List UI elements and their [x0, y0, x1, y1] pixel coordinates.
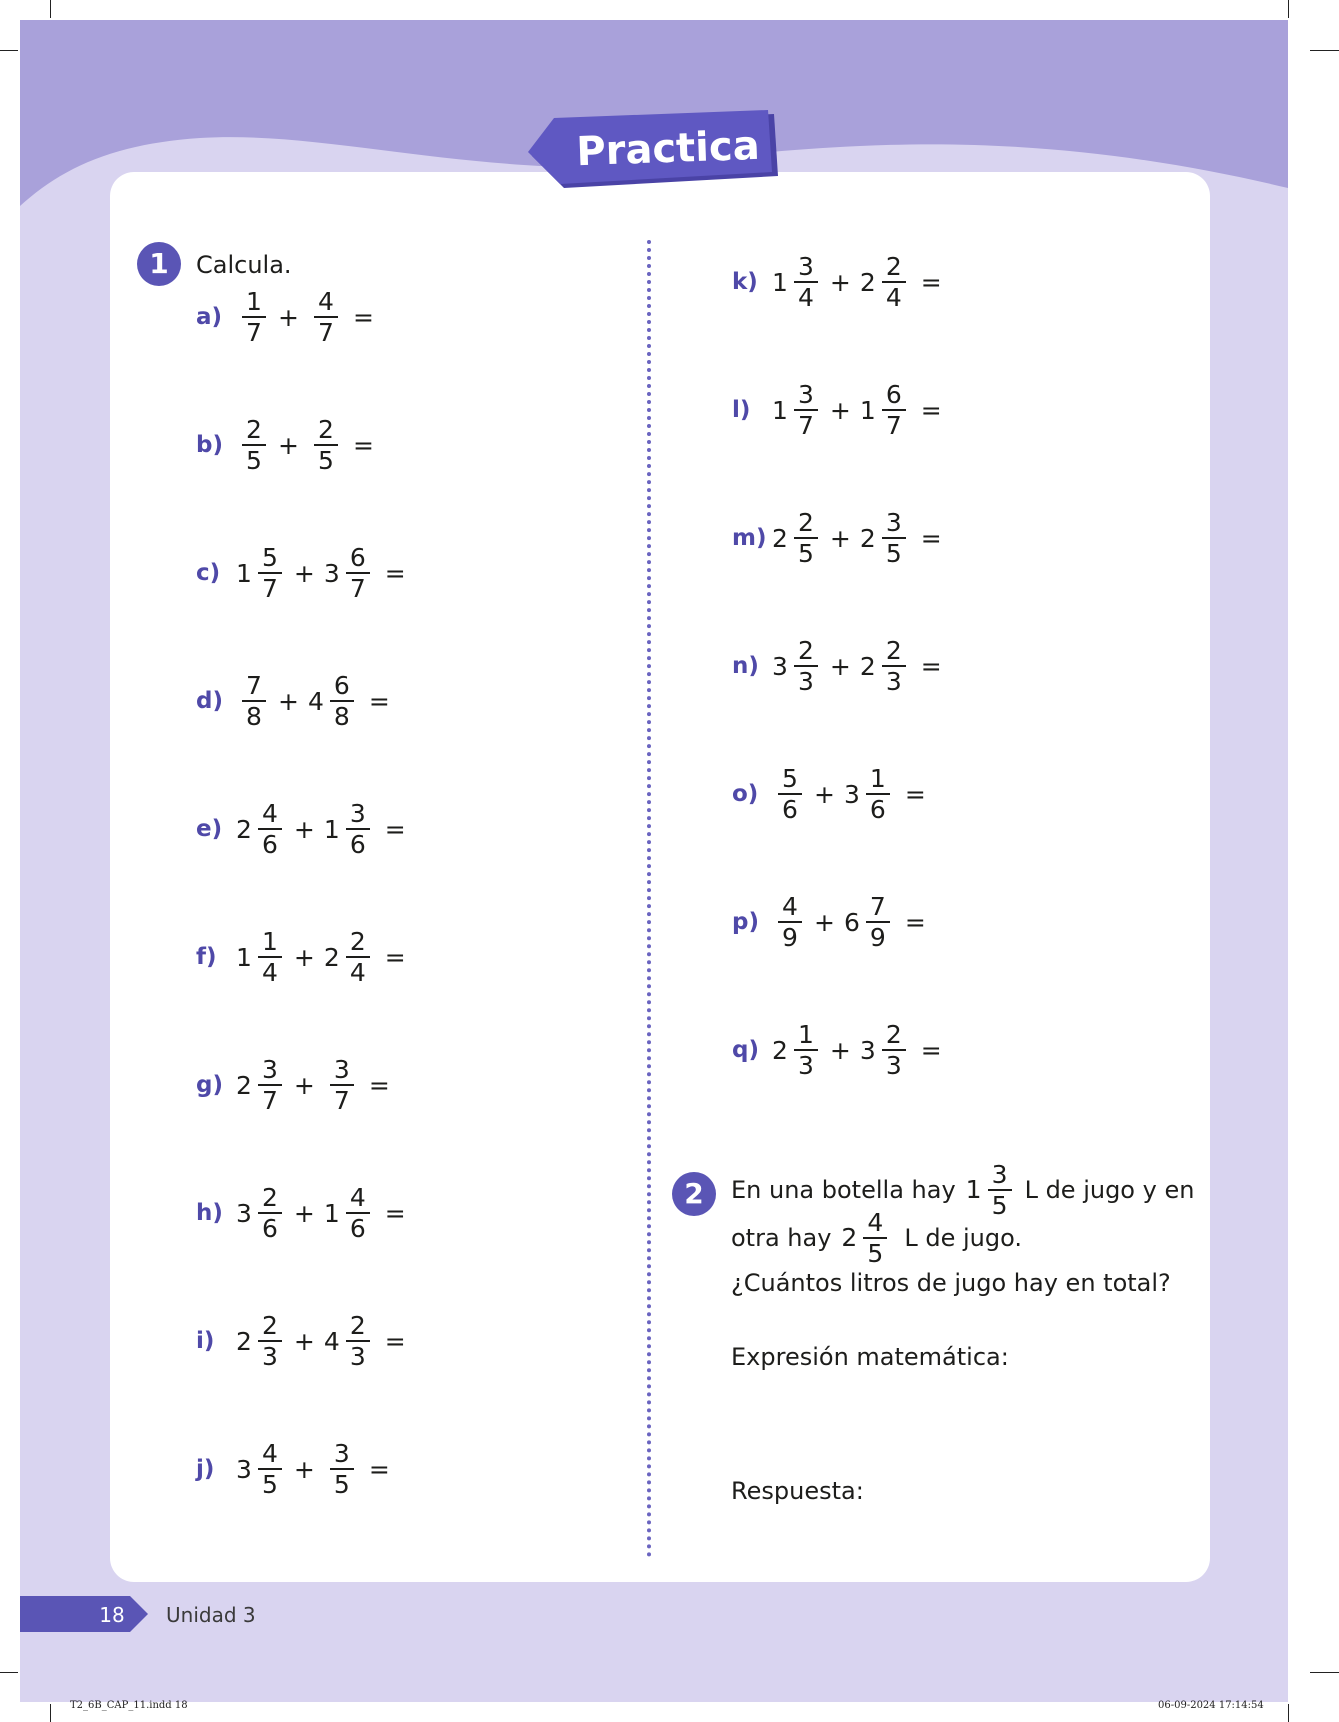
whole-part: 3	[236, 1454, 252, 1484]
fraction	[794, 636, 818, 696]
equals-sign: =	[368, 1070, 390, 1100]
fraction	[258, 1055, 282, 1115]
page-title: Practica	[575, 122, 761, 176]
numerator: 2	[797, 636, 814, 665]
numerator: 6	[885, 380, 902, 409]
equals-sign: =	[384, 814, 406, 844]
numerator: 4	[261, 799, 278, 828]
mixed-number	[308, 671, 357, 731]
exercise-item	[196, 922, 406, 992]
exercise-item	[196, 1050, 390, 1120]
denominator: 5	[885, 539, 902, 568]
item-label: f)	[196, 944, 217, 970]
item-label: k)	[732, 269, 758, 295]
whole-part: 2	[841, 1223, 858, 1252]
denominator: 6	[261, 830, 278, 859]
whole-part: 2	[236, 1070, 252, 1100]
numerator: 3	[261, 1055, 278, 1084]
numerator: 2	[261, 1183, 278, 1212]
denominator: 4	[797, 283, 814, 312]
numerator: 2	[885, 252, 902, 281]
denominator: 6	[349, 1214, 366, 1243]
problem-text: En una botella hay	[731, 1176, 956, 1204]
whole-part: 2	[859, 267, 876, 297]
item-label: n)	[732, 653, 759, 679]
equals-sign: =	[384, 942, 406, 972]
item-label: e)	[196, 816, 223, 842]
column-divider	[647, 240, 651, 1558]
problem-question: ¿Cuántos litros de jugo hay en total?	[731, 1269, 1171, 1297]
numerator: 1	[869, 764, 886, 793]
numerator: 7	[869, 892, 886, 921]
mixed-number	[324, 1055, 357, 1115]
denominator: 5	[797, 539, 814, 568]
equals-sign: =	[384, 1326, 406, 1356]
fraction	[882, 380, 906, 440]
fraction	[258, 1183, 282, 1243]
fraction	[778, 892, 802, 952]
fraction	[314, 415, 338, 475]
exercise-number-badge: 1	[137, 242, 181, 286]
numerator: 6	[333, 671, 350, 700]
fraction	[882, 1020, 906, 1080]
numerator: 7	[246, 671, 262, 700]
whole-part: 2	[859, 523, 876, 553]
fraction	[863, 1208, 887, 1268]
mixed-number	[844, 892, 893, 952]
denominator: 5	[867, 1239, 884, 1268]
crop-mark	[0, 1672, 18, 1673]
denominator: 7	[261, 1086, 278, 1115]
denominator: 3	[797, 1051, 814, 1080]
item-label: q)	[732, 1037, 759, 1063]
whole-part: 2	[772, 1035, 788, 1065]
equals-sign: =	[904, 779, 926, 809]
fraction	[242, 287, 266, 347]
whole-part: 1	[323, 1198, 340, 1228]
equals-sign: =	[384, 1198, 406, 1228]
denominator: 5	[246, 446, 262, 475]
plus-sign: +	[293, 1198, 315, 1228]
item-label: g)	[196, 1072, 223, 1098]
mixed-number	[236, 1055, 285, 1115]
equals-sign: =	[920, 395, 942, 425]
plus-sign: +	[278, 686, 299, 716]
denominator: 3	[261, 1342, 278, 1371]
mixed-number	[236, 927, 285, 987]
fraction	[330, 1055, 354, 1115]
fraction	[866, 892, 890, 952]
mixed-number	[236, 543, 285, 603]
exercise-item	[732, 631, 942, 701]
plus-sign: +	[814, 779, 835, 809]
problem-text: L de jugo.	[904, 1224, 1022, 1252]
crop-mark	[1288, 0, 1289, 18]
numerator: 4	[782, 892, 798, 921]
numerator: 2	[349, 927, 366, 956]
fraction	[794, 1020, 818, 1080]
denominator: 9	[869, 923, 886, 952]
print-slug-file: T2_6B_CAP_11.indd 18	[70, 1700, 188, 1711]
fraction	[258, 799, 282, 859]
denominator: 8	[246, 702, 262, 731]
item-label: m)	[732, 525, 767, 551]
item-label: c)	[196, 560, 221, 586]
exercise-item	[732, 375, 942, 445]
item-label: i)	[196, 1328, 215, 1354]
whole-part: 3	[772, 651, 788, 681]
mixed-number	[772, 252, 821, 312]
mixed-number	[236, 1311, 285, 1371]
denominator: 4	[885, 283, 902, 312]
fraction	[242, 671, 266, 731]
numerator: 3	[333, 1439, 350, 1468]
answer-label: Respuesta:	[731, 1477, 864, 1505]
fraction	[346, 799, 370, 859]
denominator: 3	[349, 1342, 366, 1371]
mixed-number	[324, 927, 373, 987]
mixed-number	[860, 636, 909, 696]
plus-sign: +	[278, 302, 299, 332]
equals-sign: =	[904, 907, 926, 937]
numerator: 4	[261, 1439, 278, 1468]
denominator: 7	[318, 318, 334, 347]
item-label: d)	[196, 688, 223, 714]
denominator: 4	[349, 958, 366, 987]
crop-mark	[50, 1704, 51, 1722]
plus-sign: +	[278, 430, 299, 460]
plus-sign: +	[293, 814, 315, 844]
equals-sign: =	[368, 1454, 390, 1484]
problem-line-2	[731, 1208, 1022, 1268]
mixed-number	[324, 1439, 357, 1499]
mixed-number	[324, 799, 373, 859]
whole-part: 2	[236, 814, 252, 844]
fraction	[346, 1311, 370, 1371]
crop-mark	[0, 50, 18, 51]
exercise-item	[196, 1434, 390, 1504]
item-label: o)	[732, 781, 759, 807]
mixed-number	[841, 1208, 890, 1268]
numerator: 3	[797, 252, 814, 281]
whole-part: 2	[772, 523, 788, 553]
numerator: 3	[349, 799, 366, 828]
denominator: 9	[782, 923, 798, 952]
exercise-item	[196, 282, 374, 352]
mixed-number	[772, 380, 821, 440]
exercise-item	[196, 1306, 406, 1376]
denominator: 5	[318, 446, 334, 475]
whole-part: 1	[323, 814, 340, 844]
whole-part: 6	[843, 907, 860, 937]
denominator: 8	[333, 702, 350, 731]
fraction	[882, 636, 906, 696]
exercise-item	[732, 1015, 942, 1085]
mixed-number	[772, 764, 805, 824]
fraction	[866, 764, 890, 824]
fraction	[242, 415, 266, 475]
fraction	[794, 508, 818, 568]
expression-label: Expresión matemática:	[731, 1343, 1009, 1371]
numerator: 4	[867, 1208, 884, 1237]
item-label: a)	[196, 304, 223, 330]
whole-part: 1	[236, 942, 252, 972]
plus-sign: +	[829, 523, 851, 553]
numerator: 2	[885, 636, 902, 665]
mixed-number	[236, 799, 285, 859]
whole-part: 4	[323, 1326, 340, 1356]
item-label: b)	[196, 432, 223, 458]
numerator: 2	[261, 1311, 278, 1340]
crop-mark	[1310, 1672, 1339, 1673]
exercise-item	[196, 666, 390, 736]
mixed-number	[772, 892, 805, 952]
numerator: 2	[246, 415, 262, 444]
fraction	[258, 543, 282, 603]
numerator: 3	[333, 1055, 350, 1084]
mixed-number	[236, 1439, 285, 1499]
fraction	[346, 1183, 370, 1243]
mixed-number	[772, 636, 821, 696]
fraction	[778, 764, 802, 824]
item-label: h)	[196, 1200, 223, 1226]
plus-sign: +	[829, 267, 851, 297]
mixed-number	[324, 1311, 373, 1371]
denominator: 7	[349, 574, 366, 603]
mixed-number	[308, 287, 341, 347]
exercise-item	[196, 1178, 406, 1248]
fraction	[258, 927, 282, 987]
numerator: 5	[782, 764, 798, 793]
denominator: 7	[333, 1086, 350, 1115]
denominator: 6	[261, 1214, 278, 1243]
crop-mark	[50, 0, 51, 18]
item-label: p)	[732, 909, 759, 935]
whole-part: 1	[236, 558, 252, 588]
exercise-item	[196, 538, 406, 608]
numerator: 1	[797, 1020, 814, 1049]
mixed-number	[236, 1183, 285, 1243]
mixed-number	[772, 508, 821, 568]
exercise-item	[732, 247, 942, 317]
numerator: 2	[797, 508, 814, 537]
denominator: 5	[261, 1470, 278, 1499]
mixed-number	[308, 415, 341, 475]
numerator: 4	[318, 287, 334, 316]
numerator: 1	[246, 287, 262, 316]
numerator: 5	[261, 543, 278, 572]
whole-part: 3	[859, 1035, 876, 1065]
mixed-number	[236, 671, 269, 731]
mixed-number	[324, 1183, 373, 1243]
equals-sign: =	[920, 523, 942, 553]
equals-sign: =	[920, 651, 942, 681]
denominator: 5	[991, 1191, 1008, 1220]
print-slug-timestamp: 06-09-2024 17:14:54	[1158, 1700, 1264, 1711]
plus-sign: +	[293, 1454, 315, 1484]
numerator: 2	[318, 415, 334, 444]
denominator: 7	[261, 574, 278, 603]
numerator: 3	[885, 508, 902, 537]
plus-sign: +	[829, 395, 851, 425]
crop-mark	[1288, 1704, 1289, 1722]
denominator: 3	[885, 667, 902, 696]
exercise-item	[196, 794, 406, 864]
plus-sign: +	[293, 558, 315, 588]
mixed-number	[844, 764, 893, 824]
exercise-item	[732, 503, 942, 573]
whole-part: 3	[323, 558, 340, 588]
whole-part: 2	[859, 651, 876, 681]
whole-part: 1	[772, 395, 788, 425]
fraction	[346, 543, 370, 603]
numerator: 3	[797, 380, 814, 409]
plus-sign: +	[829, 651, 851, 681]
exercise-item	[196, 410, 374, 480]
denominator: 6	[869, 795, 886, 824]
whole-part: 4	[307, 686, 324, 716]
denominator: 7	[246, 318, 262, 347]
item-label: j)	[196, 1456, 215, 1482]
denominator: 6	[782, 795, 798, 824]
mixed-number	[772, 1020, 821, 1080]
equals-sign: =	[368, 686, 390, 716]
mixed-number	[860, 1020, 909, 1080]
exercise-item	[732, 887, 926, 957]
numerator: 2	[885, 1020, 902, 1049]
fraction	[346, 927, 370, 987]
denominator: 7	[797, 411, 814, 440]
numerator: 1	[261, 927, 278, 956]
fraction	[258, 1439, 282, 1499]
problem-text: otra hay	[731, 1224, 832, 1252]
exercise-number-badge: 2	[672, 1172, 716, 1216]
whole-part: 1	[772, 267, 788, 297]
fraction	[882, 252, 906, 312]
whole-part: 3	[843, 779, 860, 809]
exercise-item	[732, 759, 926, 829]
equals-sign: =	[384, 558, 406, 588]
mixed-number	[324, 543, 373, 603]
denominator: 5	[333, 1470, 350, 1499]
plus-sign: +	[293, 1326, 315, 1356]
plus-sign: +	[829, 1035, 851, 1065]
denominator: 3	[797, 667, 814, 696]
fraction	[882, 508, 906, 568]
fraction	[330, 1439, 354, 1499]
numerator: 4	[349, 1183, 366, 1212]
denominator: 6	[349, 830, 366, 859]
fraction	[794, 252, 818, 312]
equals-sign: =	[352, 302, 374, 332]
page-number: 18	[99, 1603, 125, 1627]
denominator: 4	[261, 958, 278, 987]
numerator: 2	[349, 1311, 366, 1340]
equals-sign: =	[920, 1035, 942, 1065]
equals-sign: =	[352, 430, 374, 460]
whole-part: 1	[859, 395, 876, 425]
denominator: 7	[885, 411, 902, 440]
whole-part: 3	[236, 1198, 252, 1228]
whole-part: 1	[965, 1175, 982, 1204]
problem-text: L de jugo y en	[1024, 1176, 1195, 1204]
fraction	[330, 671, 354, 731]
denominator: 3	[885, 1051, 902, 1080]
numerator: 3	[991, 1160, 1008, 1189]
unit-label: Unidad 3	[166, 1603, 256, 1627]
fraction	[314, 287, 338, 347]
plus-sign: +	[293, 1070, 315, 1100]
numerator: 6	[349, 543, 366, 572]
item-label: l)	[732, 397, 751, 423]
mixed-number	[860, 508, 909, 568]
fraction	[794, 380, 818, 440]
whole-part: 2	[323, 942, 340, 972]
exercise-instruction: Calcula.	[196, 251, 292, 279]
mixed-number	[860, 380, 909, 440]
mixed-number	[236, 287, 269, 347]
mixed-number	[236, 415, 269, 475]
mixed-number	[860, 252, 909, 312]
plus-sign: +	[814, 907, 835, 937]
plus-sign: +	[293, 942, 315, 972]
crop-mark	[1310, 50, 1339, 51]
whole-part: 2	[236, 1326, 252, 1356]
equals-sign: =	[920, 267, 942, 297]
fraction	[258, 1311, 282, 1371]
